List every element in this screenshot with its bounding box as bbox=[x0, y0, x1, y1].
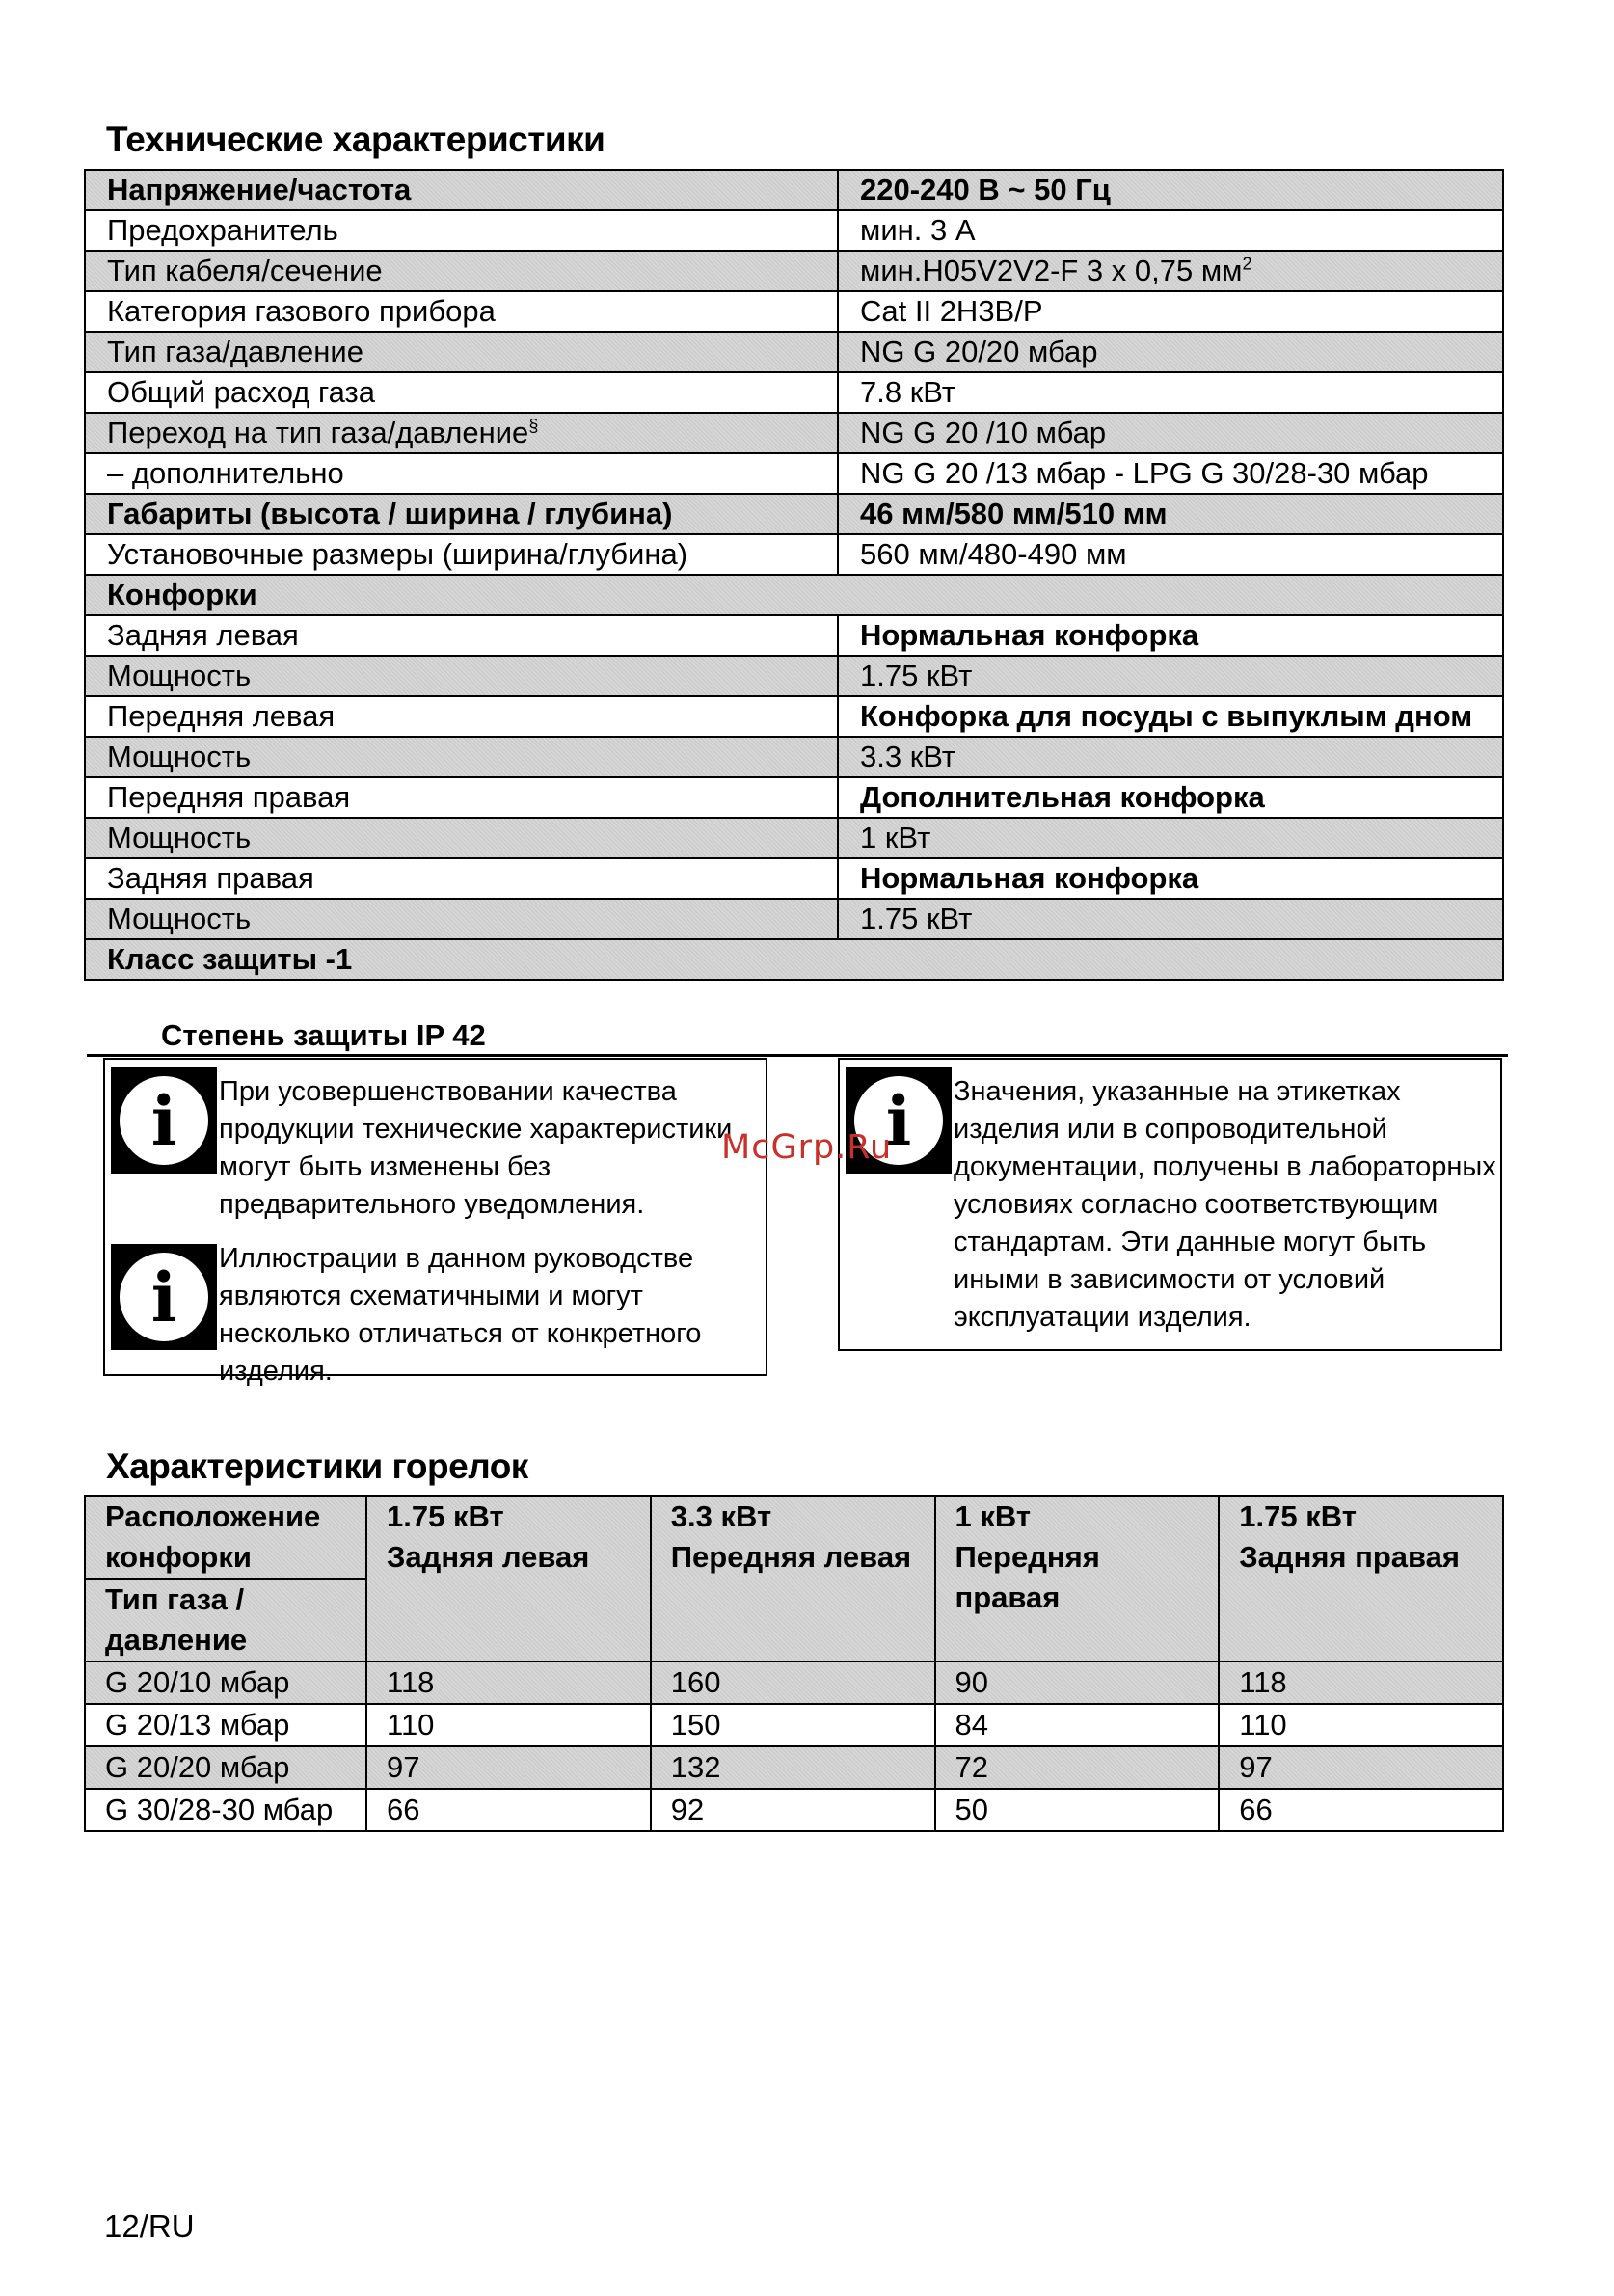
spec-label: Мощность bbox=[85, 818, 838, 858]
spec-label: Мощность bbox=[85, 899, 838, 939]
table-row bbox=[85, 696, 1503, 737]
value-cell: 92 bbox=[651, 1789, 935, 1831]
table-row bbox=[85, 453, 1503, 494]
spec-value: 7.8 кВт bbox=[838, 372, 1503, 413]
table-row bbox=[85, 251, 1503, 291]
spec-label: Тип газа/давление bbox=[85, 332, 838, 372]
table-row bbox=[85, 494, 1503, 534]
section-label: Класс защиты -1 bbox=[85, 939, 1503, 980]
info-glyph: i bbox=[854, 1076, 943, 1165]
table-row bbox=[85, 210, 1503, 251]
column-power: 1.75 кВт bbox=[1239, 1499, 1357, 1533]
table-row bbox=[85, 777, 1503, 818]
value-cell: 110 bbox=[1219, 1704, 1503, 1746]
spec-label: Напряжение/частота bbox=[85, 170, 838, 210]
table-row bbox=[85, 1661, 1503, 1704]
spec-value: Дополнительная конфорка bbox=[838, 777, 1503, 818]
spec-value-text: мин.H05V2V2-F 3 x 0,75 мм bbox=[860, 254, 1243, 287]
spec-value bbox=[838, 251, 1503, 291]
spec-label: Предохранитель bbox=[85, 210, 838, 251]
spec-value: 3.3 кВт bbox=[838, 737, 1503, 777]
spec-label: – дополнительно bbox=[85, 453, 838, 494]
value-cell: 66 bbox=[1219, 1789, 1503, 1831]
table-row bbox=[85, 1746, 1503, 1789]
table-section-row bbox=[85, 575, 1503, 615]
column-power: 1.75 кВт bbox=[387, 1499, 504, 1533]
spec-label: Общий расход газа bbox=[85, 372, 838, 413]
spec-value: 220-240 В ~ 50 Гц bbox=[838, 170, 1503, 210]
column-power: 1 кВт bbox=[955, 1499, 1032, 1533]
spec-value: 1 кВт bbox=[838, 818, 1503, 858]
value-cell: 97 bbox=[1219, 1746, 1503, 1789]
note-text: Значения, указанные на этикетках изделия или в сопроводительной документации, получены в лабораторных условиях согласно соответствующим стандартам. Эти данные могут быть иными в зависимости от условий эксплуатации изделия. bbox=[954, 1076, 1496, 1333]
table-row bbox=[85, 858, 1503, 899]
spec-value: 46 мм/580 мм/510 мм bbox=[838, 494, 1503, 534]
tech-specs-table bbox=[84, 169, 1504, 981]
value-cell: 90 bbox=[935, 1661, 1220, 1704]
gas-cell: G 20/13 мбар bbox=[85, 1704, 366, 1746]
spec-value: NG G 20/20 мбар bbox=[838, 332, 1503, 372]
spec-label: Тип кабеля/сечение bbox=[85, 251, 838, 291]
divider bbox=[87, 1054, 1508, 1057]
burner-specs-table bbox=[84, 1495, 1504, 1832]
spec-value: Конфорка для посуды с выпуклым дном bbox=[838, 696, 1503, 737]
table-row bbox=[85, 615, 1503, 656]
info-glyph: i bbox=[120, 1253, 208, 1341]
spec-label-text: Переход на тип газа/давление bbox=[107, 416, 529, 449]
burner-specs-title: Характеристики горелок bbox=[106, 1446, 528, 1486]
table-header-row bbox=[85, 1496, 1503, 1579]
table-row bbox=[85, 1789, 1503, 1831]
spec-value: NG G 20 /13 мбар - LPG G 30/28-30 мбар bbox=[838, 453, 1503, 494]
table-row bbox=[85, 413, 1503, 453]
table-row bbox=[85, 291, 1503, 332]
spec-label: Задняя левая bbox=[85, 615, 838, 656]
table-row bbox=[85, 656, 1503, 696]
spec-value: Нормальная конфорка bbox=[838, 615, 1503, 656]
info-note bbox=[103, 1234, 767, 1387]
value-cell: 66 bbox=[366, 1789, 651, 1831]
gas-cell: G 30/28-30 мбар bbox=[85, 1789, 366, 1831]
spec-label: Габариты (высота / ширина / глубина) bbox=[85, 494, 838, 534]
table-section-row bbox=[85, 939, 1503, 980]
tech-specs-title: Технические характеристики bbox=[106, 120, 605, 159]
spec-label: Мощность bbox=[85, 737, 838, 777]
spec-label: Передняя левая bbox=[85, 696, 838, 737]
column-header bbox=[1219, 1496, 1503, 1661]
spec-label: Мощность bbox=[85, 656, 838, 696]
info-note bbox=[838, 1058, 1502, 1351]
header-gas: Тип газа / давление bbox=[85, 1579, 366, 1661]
value-cell: 84 bbox=[935, 1704, 1220, 1746]
info-icon bbox=[111, 1244, 217, 1350]
table-row bbox=[85, 737, 1503, 777]
value-cell: 132 bbox=[651, 1746, 935, 1789]
ip-rating: Степень защиты IP 42 bbox=[161, 1018, 486, 1052]
spec-value: мин. 3 А bbox=[838, 210, 1503, 251]
superscript: § bbox=[528, 416, 539, 436]
info-glyph: i bbox=[120, 1076, 208, 1165]
spec-value: 1.75 кВт bbox=[838, 656, 1503, 696]
spec-label: Передняя правая bbox=[85, 777, 838, 818]
column-position: Передняя правая bbox=[955, 1540, 1100, 1614]
spec-value: 560 мм/480-490 мм bbox=[838, 534, 1503, 575]
column-position: Задняя левая bbox=[387, 1540, 590, 1574]
note-text: При усовершенствовании качества продукции технические характеристики могут быть изменены без предварительного уведомления. bbox=[219, 1076, 733, 1220]
info-note bbox=[103, 1058, 767, 1238]
value-cell: 118 bbox=[1219, 1661, 1503, 1704]
table-row bbox=[85, 534, 1503, 575]
info-icon bbox=[111, 1067, 217, 1174]
section-label: Конфорки bbox=[85, 575, 1503, 615]
spec-value: Cat II 2H3B/P bbox=[838, 291, 1503, 332]
spec-value: 1.75 кВт bbox=[838, 899, 1503, 939]
column-header bbox=[651, 1496, 935, 1661]
table-row bbox=[85, 332, 1503, 372]
header-location: Расположение конфорки bbox=[85, 1496, 366, 1579]
column-header bbox=[935, 1496, 1220, 1661]
value-cell: 150 bbox=[651, 1704, 935, 1746]
column-header bbox=[366, 1496, 651, 1661]
spec-label: Установочные размеры (ширина/глубина) bbox=[85, 534, 838, 575]
value-cell: 50 bbox=[935, 1789, 1220, 1831]
superscript: 2 bbox=[1242, 254, 1252, 274]
value-cell: 160 bbox=[651, 1661, 935, 1704]
table-row bbox=[85, 1704, 1503, 1746]
table-row bbox=[85, 170, 1503, 210]
note-text: Иллюстрации в данном руководстве являются схематичными и могут несколько отличаться от конкретного изделия. bbox=[219, 1243, 702, 1387]
spec-value: NG G 20 /10 мбар bbox=[838, 413, 1503, 453]
spec-label: Категория газового прибора bbox=[85, 291, 838, 332]
table-row bbox=[85, 899, 1503, 939]
gas-cell: G 20/10 мбар bbox=[85, 1661, 366, 1704]
table-row bbox=[85, 372, 1503, 413]
value-cell: 118 bbox=[366, 1661, 651, 1704]
spec-label: Задняя правая bbox=[85, 858, 838, 899]
spec-label bbox=[85, 413, 838, 453]
value-cell: 110 bbox=[366, 1704, 651, 1746]
spec-value: Нормальная конфорка bbox=[838, 858, 1503, 899]
gas-cell: G 20/20 мбар bbox=[85, 1746, 366, 1789]
column-position: Передняя левая bbox=[670, 1540, 912, 1574]
column-power: 3.3 кВт bbox=[670, 1499, 772, 1533]
table-row bbox=[85, 818, 1503, 858]
watermark: McGrp.Ru bbox=[721, 1128, 893, 1167]
column-position: Задняя правая bbox=[1239, 1540, 1460, 1574]
value-cell: 72 bbox=[935, 1746, 1220, 1789]
value-cell: 97 bbox=[366, 1746, 651, 1789]
page-number: 12/RU bbox=[104, 2208, 195, 2244]
